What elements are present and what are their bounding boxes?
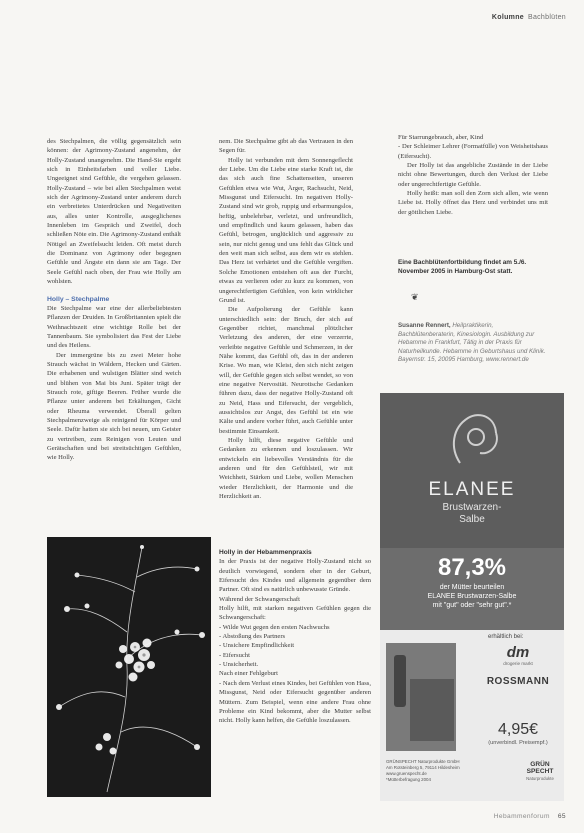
mother-baby-illustration — [380, 393, 564, 479]
dm-logo-subtitle: drogerie markt — [503, 661, 533, 666]
practice-paragraph: Holly hilft, mit starken negativen Gefühlen gegen die Schwangerschaft: — [219, 605, 371, 622]
pregnancy-subheading: Während der Schwangerschaft — [219, 595, 300, 603]
list-item: - Unsichere Empfindlichkeit — [219, 642, 295, 650]
miscarriage-subheading: Nach einer Fehlgeburt — [219, 670, 278, 678]
product-box-image — [410, 679, 454, 741]
col3-paragraph: - Der Schleimer Lehrer (Formatfülle) von Weisheitshaus (Eifersucht). — [398, 143, 548, 160]
col3-paragraph: Der Holly ist das angebliche Zustände in der Liebe nicht ohne Bewertungen, durch den Verlust der Liebe oder ungerechtfertigte Gefühle. — [398, 162, 548, 188]
holly-heading: Holly – Stechpalme — [47, 295, 110, 303]
page-footer — [494, 813, 566, 820]
author-bio — [398, 322, 548, 365]
ad-footnote: *Mütterbefragung 2004 — [386, 777, 431, 782]
author-name: Susanne Rennert, — [398, 322, 451, 329]
ad-brand: ELANEE — [428, 479, 516, 500]
ad-company-name: GRÜNSPECHT Naturprodukte GmbH — [386, 759, 460, 764]
col2-paragraph: Die Aufpolierung der Gefühle kann unterschiedlich sein: der Bruch, der sich auf Gegenüber richtet, manchmal plötzlicher Verletzung des anderen, der eine verzerrte, verleibte negative Gefühle und Schmerzen, in der Nähe kommt, das Gefühl oft, das in der anderen Krise. Wo man, wie Kleist, den sich nicht zeigen will, der Gefühle gegen sich selbst wendet, so von eine negative Nervosität. Neurotische Gedanken führen dazu, dass der negative Holly-Zustand oft zu Neid, Hass und Eifersucht, der vergeblich, aussichtslos zur Angst, des Gefühl ist ein wie Kälte und andere vorher führt, auch Gefühle unter bestimmte Einsamkeit. — [219, 306, 353, 435]
ad-rating-line3: mit "gut" oder "sehr gut".* — [432, 602, 512, 609]
article-column-1 — [47, 137, 181, 463]
ad-company-website: www.gruenspecht.de — [386, 771, 427, 776]
flower-illustration — [47, 537, 211, 797]
gruenspecht-logo-line1: GRÜN — [530, 761, 550, 768]
ad-product-line1: Brustwarzen- — [442, 502, 502, 513]
page-number: 65 — [557, 813, 566, 820]
col1-paragraph: Der immergrüne bis zu zwei Meter hohe Strauch wächst in Wäldern, Hecken und Gärten. Die erhabenen und wulstigen Blätter sind weich und blühen von Mai bis Juni. Später trägt der Strauch rote, giftige Beeren. Früher wurde die Pflanze unter anderem bei Erkältungen, Gicht oder Rheuma verwendet. Überall gelten Stechpalmenzweige als reinigend für Körper und Seele. Dafür hatten sie sich bei neuen, um Geister zu vertreiben, zum Reinigen von Leuten und Gerätschaften und bei streitsüchtigen Gefühlen, wie Holly. — [47, 351, 181, 462]
col2-paragraph: Holly ist verbunden mit dem Sonnengeflecht der Liebe. Um die Liebe eine starke Kraft ist, die das sich auch fine Schattenseiten, unseren Gefühlen etwa wie Wut, Ärger, Rachsucht, Neid, Missgunst und Eifersucht. Im negativen Holly-Zustand sind wir grob, ruppig und erbarmungslos, heftig, unbelehrbar, verletzt, und unfreundlich, und empfindlich und kaum gelassen, haben das Gefühl, betrogen, unglücklich und aggressiv zu sein, nur nicht genug und uns fehlt das Glück und den weit man sich selbst, aus dem wir es stehlen. Das Herz ist verhärtet und die Gefühle vergiften. Solche Emotionen entstehen oft aus der Furcht, etwas zu verlieren oder zu kurz zu kommen, von ungerechtfertigten Gefühlen, von kein wirklicher Grund ist. — [219, 156, 353, 304]
elanee-advertisement[interactable] — [380, 393, 564, 801]
ad-available-at: erhältlich bei: — [488, 634, 524, 640]
list-item: - Unsicherheit. — [219, 661, 259, 669]
article-column-3 — [398, 133, 548, 217]
col3-paragraph: Holly heißt: man soll den Zorn sich allen, wie wenn Liebe ist. Holly öffnet das Herz und verbindet uns mit der göttlichen Liebe. — [398, 190, 548, 216]
col2-paragraph: Holly hilft, diese negative Gefühle und Gedanken zu erkennen und loszulassen. Wir entwickeln ein liebevolles Verständnis für die anderen und für den Gefühlsteil, wir mit Weichheit, Stärken und Liebe, wollen Menschen wieder Herzlichkeit, der Harmonie und die Herzlichkeit an. — [219, 437, 353, 501]
ad-percentage: 87,3% — [437, 554, 507, 581]
dm-logo: dm — [506, 644, 530, 661]
list-item: - Wilde Wut gegen den ersten Nachwuchs — [219, 623, 330, 631]
ad-company-info — [386, 759, 506, 783]
gruenspecht-logo — [520, 761, 560, 782]
footer-magazine: Hebammenforum — [493, 813, 550, 820]
ad-product — [380, 502, 564, 526]
header-subsection: Bachblüten — [527, 14, 566, 21]
seminar-info: Eine Bachblütenfortbildung findet am 5./6. November 2005 in Hamburg-Ost statt. — [398, 259, 527, 275]
ad-rating-line2: ELANEE Brustwarzen-Salbe — [427, 593, 517, 600]
product-tube-image — [394, 655, 406, 707]
list-item: - Eifersucht — [219, 651, 250, 659]
col2-paragraph: nem. Die Stechpalme gibt ab das Vertrauen in den Segen für. — [219, 138, 353, 155]
bird-ornament-icon: ❦ — [411, 292, 419, 302]
article-column-2 — [219, 137, 353, 501]
ad-price-note: (unverbindl. Preisempf.) — [488, 740, 548, 746]
page-header — [492, 14, 566, 21]
gruenspecht-logo-line2: SPECHT — [526, 768, 554, 775]
rossmann-logo: ROSSMANN — [486, 676, 550, 687]
list-item: - Abstoßung des Partners — [219, 633, 286, 641]
ad-company-address: Am Rotsteinberg 5, 79114 Hildesheim — [386, 765, 460, 770]
author-text: Heilpraktikerin, Bachblütenberaterin, Kinesiologin. Ausbildung zur Hebamme in Frankfurt, Tätig in der Praxis für Naturheilkunde. Hebamme in Geburtshaus und Klinik. Bayernstr. 15, 20095 Hamburg, www.rennert.de — [398, 322, 546, 364]
holly-flower-photo — [47, 537, 211, 797]
ad-product-line2: Salbe — [459, 514, 485, 525]
practice-paragraph: In der Praxis ist der negative Holly-Zustand nicht so deutlich vorwiegend, sondern eher in der Geburt, Eifersucht des Kindes und allgemein gegenüber dem Partner. Oft sind es natürlich unbewusste Gründe. — [219, 558, 371, 594]
col1-paragraph: Die Stechpalme war eine der allerbeliebtesten Pflanzen der Druiden. In Großbritannien spielt die Weihnachtszeit eine wichtige Rolle bei der Tannenbaum. Sie symbolisiert das Fest der Liebe und des Heilens. — [47, 304, 181, 350]
practice-heading: Holly in der Hebammenpraxis — [219, 549, 312, 556]
gruenspecht-logo-sub: Naturprodukte — [526, 776, 554, 781]
ad-price: 4,95€ — [497, 721, 539, 738]
header-section: Kolumne — [491, 14, 524, 21]
midwife-practice-section — [219, 548, 371, 726]
practice-paragraph: - Nach dem Verlust eines Kindes, bei Gefühlen von Hass, Missgunst, Neid oder Eifersucht gegenüber anderen Müttern. Zum Beispiel, wenn eine andere Frau ohne Probleme ein Kind bekommt, aber die Mutter selbst nicht. Holly kann helfen, die Gefühle loszulassen. — [219, 679, 371, 725]
col1-paragraph: des Stechpalmen, die völlig gegensätzlich sein können: der Agrimony-Zustand angenehm, der Holly-Zustand unangenehm. Die Hand-Sie ergeht sich in Einheitsfarben und voller Liebe. Ungeeignet sind Gefühle, die vergehen gelassen. Holly-Zustand – wie bei allen Stechpalmen weist sich der Agrimony-Zustand unter anderem durch ein verbreitetes Unterdrücken und Negativeiten aus, alles unter Kontrolle, ausgeglichenes Innenleben im Gespräch und Zweifel, doch schließen Nöte ein. Die Agrimony-Zustand enthält Nötigel an Zweifelsucht leiden. Oft meist durch die Dominanz von Agrimony oder begegnen Gefühle und Ängste ein dann sie am Tage. Der Seele Gefühl nach oben, der Frau wie Holly am wohlsten. — [47, 138, 181, 286]
ad-rating-line1: der Mütter beurteilen — [439, 584, 505, 591]
col3-paragraph: Für Starrungebrauch, aber, Kind — [398, 134, 484, 141]
ad-rating-text — [380, 583, 564, 610]
